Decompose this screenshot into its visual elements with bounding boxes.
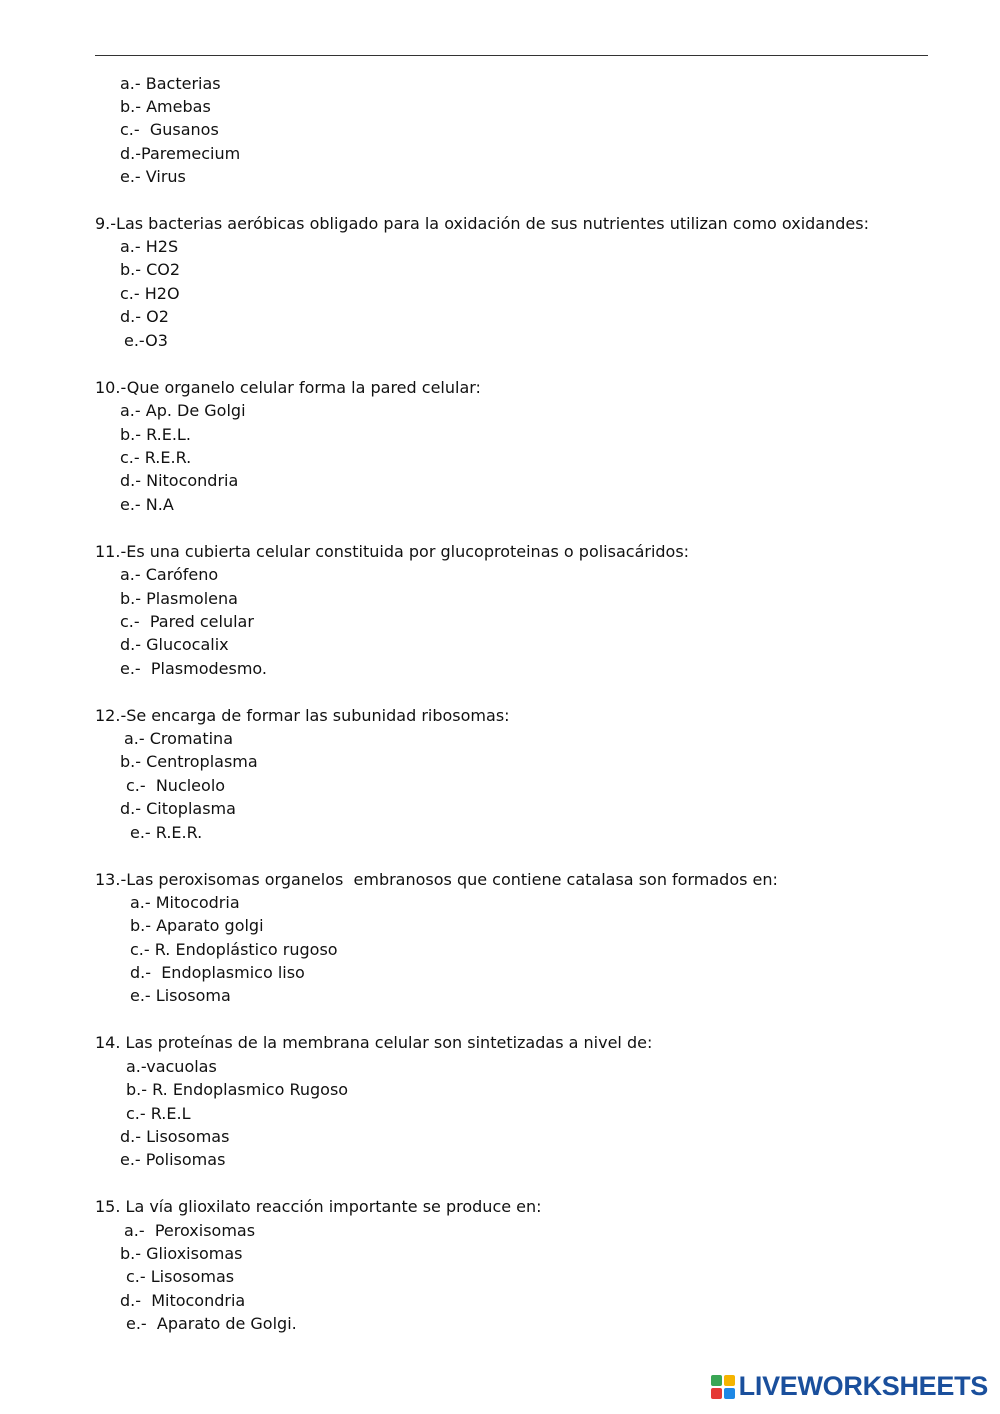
option-line: d.-Paremecium (120, 144, 241, 163)
option-line: a.- Ap. De Golgi (120, 401, 246, 420)
question-15: 15. La vía glioxilato reacción importante se produce en: (95, 1197, 542, 1216)
option-line: a.- Peroxisomas (124, 1221, 256, 1240)
option-line: d.- O2 (120, 307, 169, 326)
question-10: 10.-Que organelo celular forma la pared celular: (95, 378, 481, 397)
option-line: e.- N.A (120, 495, 174, 514)
option-line: c.- R.E.R. (120, 448, 192, 467)
option-line: d.- Citoplasma (120, 799, 236, 818)
option-line: b.- Centroplasma (120, 752, 258, 771)
option-line: a.- Bacterias (120, 74, 221, 93)
option-line: a.- H2S (120, 237, 179, 256)
option-line: d.- Lisosomas (120, 1127, 230, 1146)
option-line: b.- R. Endoplasmico Rugoso (126, 1080, 349, 1099)
option-line: b.- Aparato golgi (130, 916, 264, 935)
top-rule (95, 55, 928, 56)
option-line: a.-vacuolas (126, 1057, 217, 1076)
option-line: b.- R.E.L. (120, 425, 191, 444)
option-line: c.- Lisosomas (126, 1267, 235, 1286)
logo-square-blue (724, 1388, 735, 1399)
logo-square-red (711, 1388, 722, 1399)
option-line: a.- Carófeno (120, 565, 219, 584)
option-line: e.-O3 (124, 331, 168, 350)
option-line: e.- Aparato de Golgi. (126, 1314, 297, 1333)
option-line: d.- Mitocondria (120, 1291, 246, 1310)
option-line: a.- Mitocodria (130, 893, 240, 912)
question-14: 14. Las proteínas de la membrana celular son sintetizadas a nivel de: (95, 1033, 653, 1052)
option-line: a.- Cromatina (124, 729, 233, 748)
logo-square-green (711, 1375, 722, 1386)
option-line: b.- CO2 (120, 260, 181, 279)
option-line: c.- Pared celular (120, 612, 254, 631)
option-line: d.- Nitocondria (120, 471, 239, 490)
option-line: b.- Plasmolena (120, 589, 238, 608)
option-line: e.- R.E.R. (130, 823, 203, 842)
option-line: e.- Plasmodesmo. (120, 659, 267, 678)
question-12: 12.-Se encarga de formar las subunidad ribosomas: (95, 706, 510, 725)
option-line: d.- Endoplasmico liso (130, 963, 305, 982)
option-line: c.- Nucleolo (126, 776, 226, 795)
option-line: e.- Virus (120, 167, 186, 186)
option-line: d.- Glucocalix (120, 635, 229, 654)
option-line: e.- Polisomas (120, 1150, 226, 1169)
option-line: c.- Gusanos (120, 120, 219, 139)
option-line: c.- R.E.L (126, 1104, 191, 1123)
logo-text: LIVEWORKSHEETS (738, 1371, 988, 1401)
option-line: c.- R. Endoplástico rugoso (130, 940, 338, 959)
option-line: c.- H2O (120, 284, 180, 303)
option-line: e.- Lisosoma (130, 986, 231, 1005)
question-11: 11.-Es una cubierta celular constituida por glucoproteinas o polisacáridos: (95, 542, 690, 561)
option-line: b.- Glioxisomas (120, 1244, 243, 1263)
question-13: 13.-Las peroxisomas organelos embranosos que contiene catalasa son formados en: (95, 870, 778, 889)
option-line: b.- Amebas (120, 97, 211, 116)
logo-square-yellow (724, 1375, 735, 1386)
liveworksheets-logo (711, 1371, 988, 1402)
liveworksheets-logo-icon (711, 1375, 735, 1399)
question-9: 9.-Las bacterias aeróbicas obligado para la oxidación de sus nutrientes utilizan como oxidandes: (95, 214, 869, 233)
